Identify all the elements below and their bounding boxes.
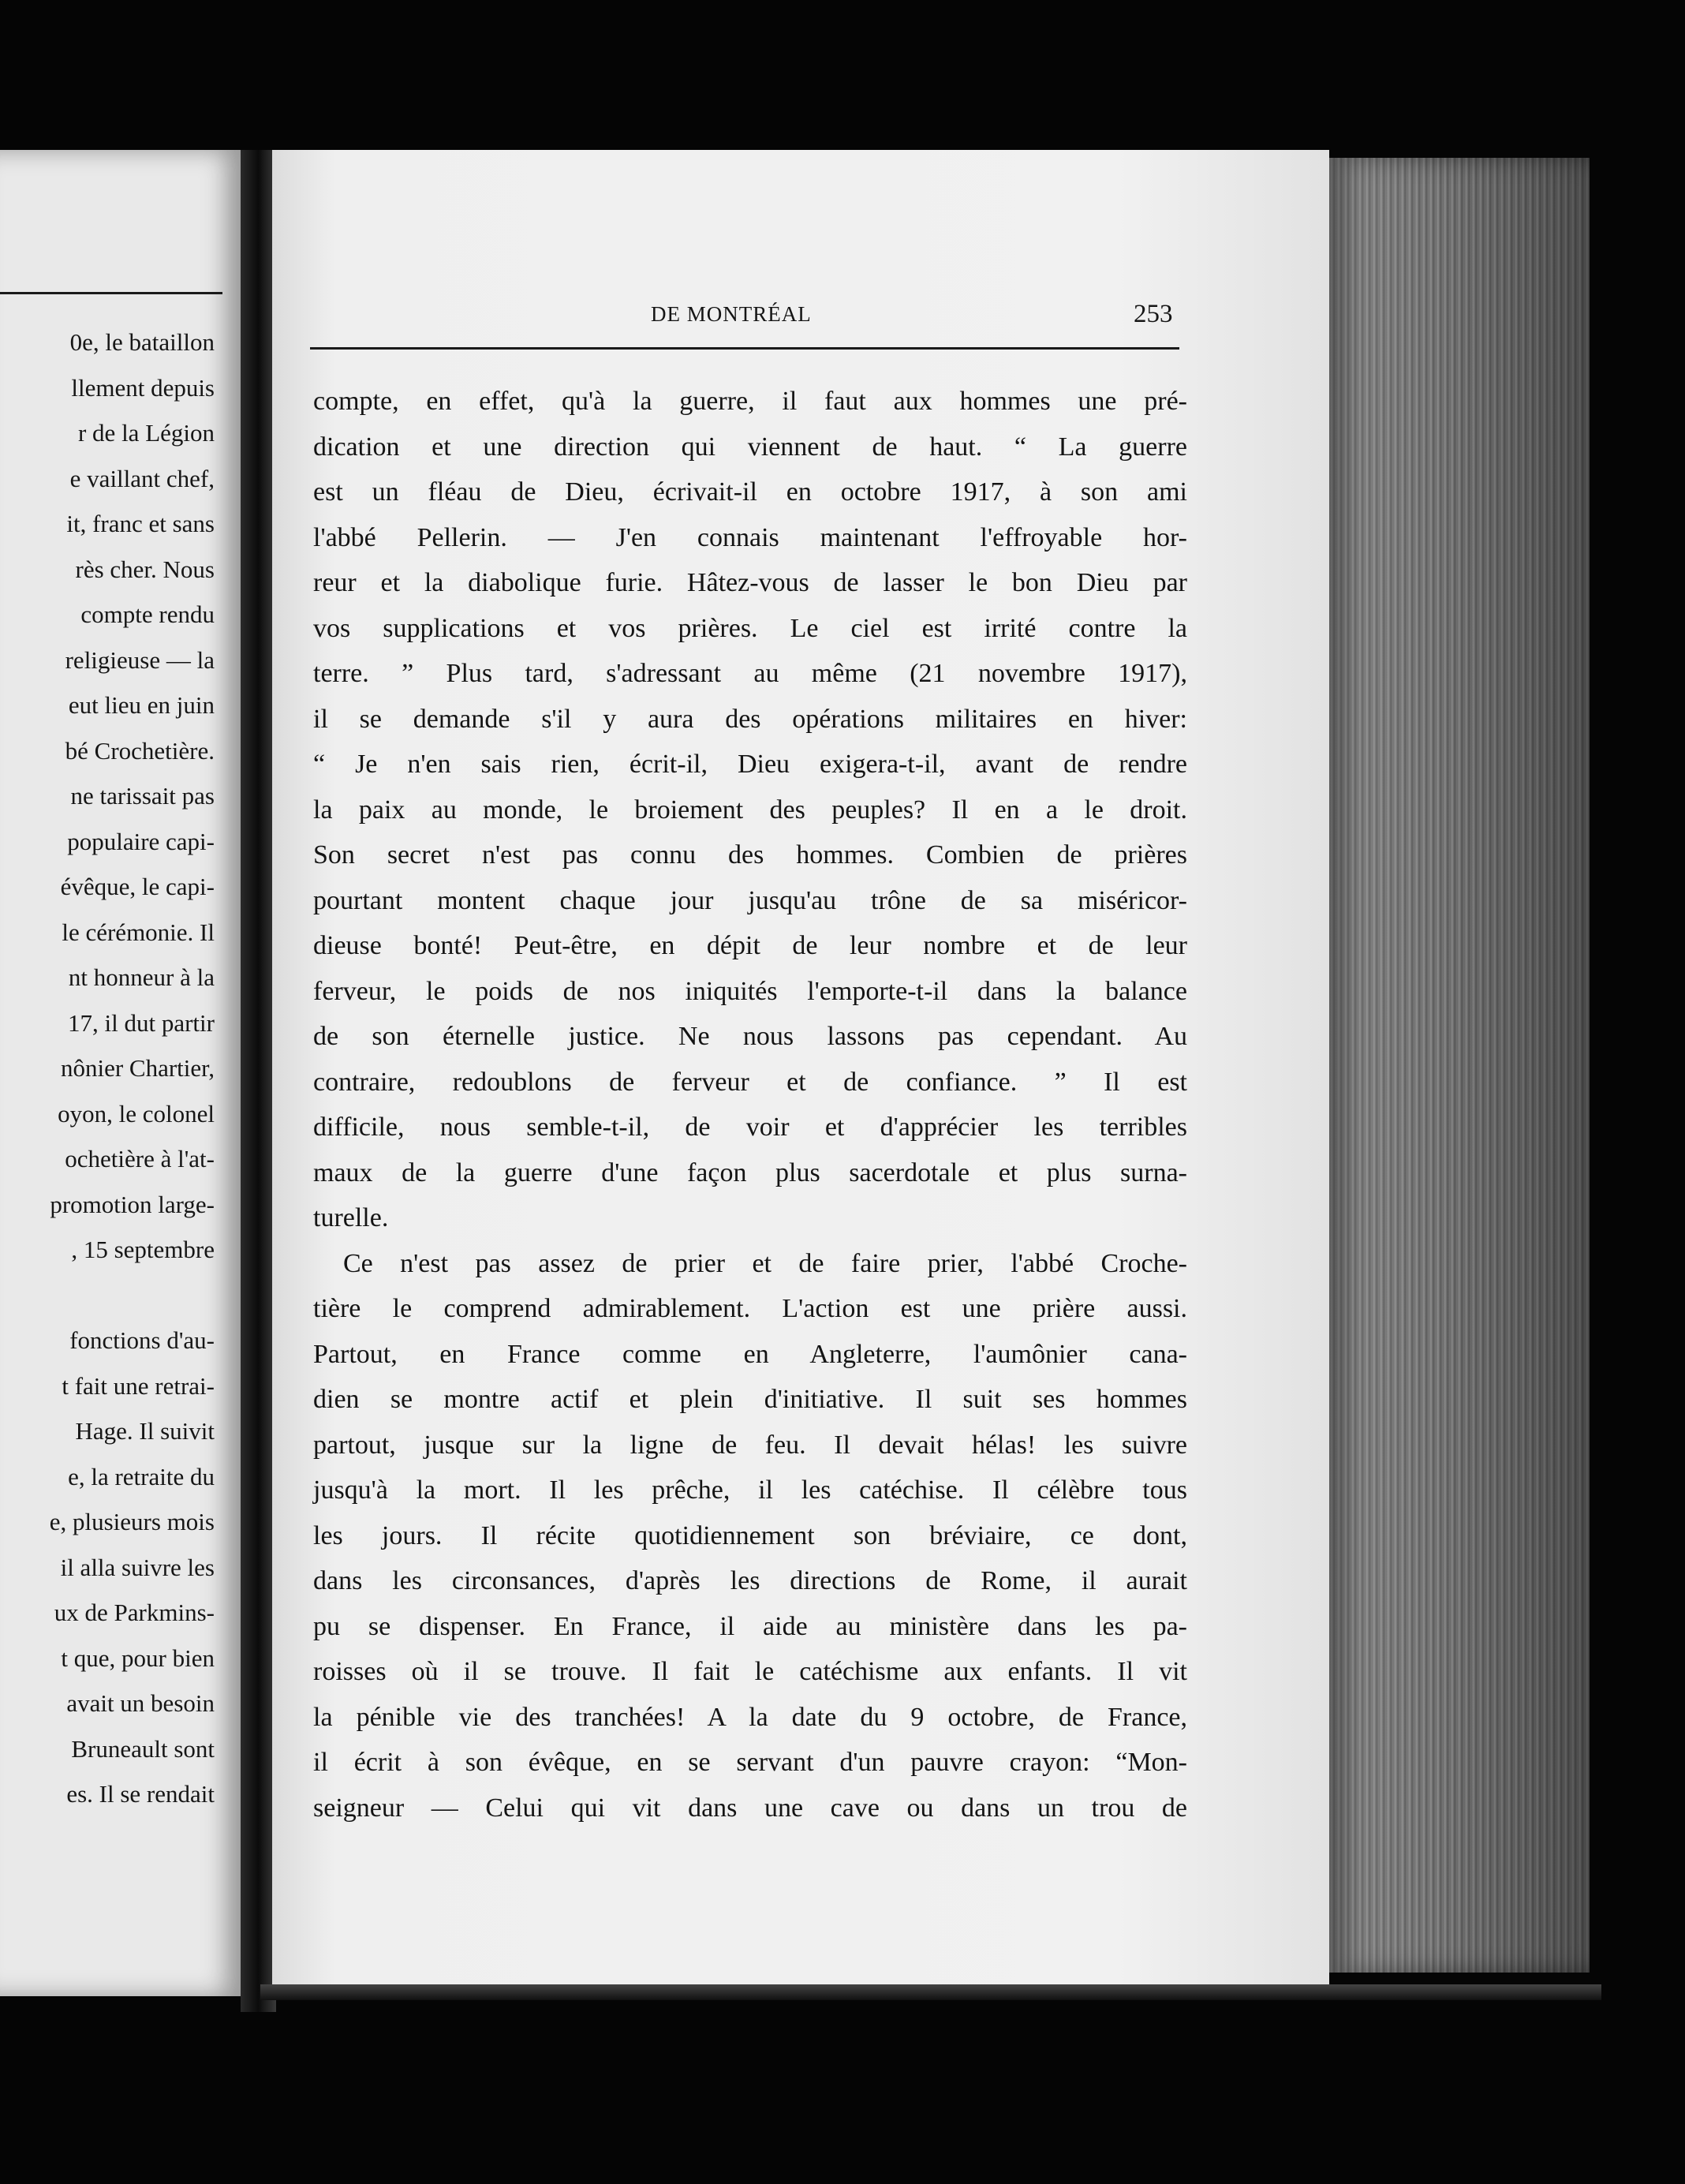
text-line: 0e, le bataillon — [69, 328, 215, 356]
text-line: r de la Légion — [77, 419, 215, 447]
text-line: terre. ” Plus tard, s'adressant au même (21 novembre 1917), — [313, 659, 1187, 688]
text-line: populaire capi- — [67, 827, 215, 855]
text-line: e vaillant chef, — [69, 464, 215, 492]
text-line: jusqu'à la mort. Il les prêche, il les catéchise. Il célèbre tous — [313, 1475, 1187, 1505]
text-line: seigneur — Celui qui vit dans une cave ou dans un trou de — [313, 1793, 1187, 1823]
text-line: llement depuis — [71, 373, 215, 402]
text-line: “ Je n'en sais rien, écrit-il, Dieu exigera-t-il, avant de rendre — [313, 750, 1187, 779]
text-line: la paix au monde, le broiement des peuples? Il en a le droit. — [313, 795, 1187, 825]
text-line: ferveur, le poids de nos iniquités l'emporte-t-il dans la balance — [313, 976, 1187, 1006]
text-line: compte, en effet, qu'à la guerre, il faut aux hommes une pré- — [313, 387, 1187, 416]
page-body-text — [313, 379, 1187, 1831]
text-line: partout, jusque sur la ligne de feu. Il devait hélas! les suivre — [313, 1430, 1187, 1460]
text-line: nt honneur à la — [68, 963, 215, 991]
text-line: compte rendu — [80, 600, 215, 628]
text-line: tière le comprend admirablement. L'action est une prière aussi. — [313, 1294, 1187, 1323]
current-page — [272, 150, 1329, 1988]
text-line: Bruneault sont — [71, 1734, 215, 1763]
text-line: évêque, le capi- — [60, 873, 215, 900]
text-line: est un fléau de Dieu, écrivait-il en octobre 1917, à son ami — [313, 477, 1187, 507]
text-line: fonctions d'au- — [69, 1326, 215, 1354]
text-line: it, franc et sans — [66, 510, 215, 537]
text-line: vos supplications et vos prières. Le ciel est irrité contre la — [313, 613, 1187, 643]
previous-page-text — [0, 320, 215, 1817]
text-line: 17, il dut partir — [68, 1008, 215, 1037]
text-line: la pénible vie des tranchées! A la date du 9 octobre, de France, — [313, 1702, 1187, 1732]
text-line: les jours. Il récite quotidiennement son bréviaire, ce dont, — [313, 1520, 1187, 1550]
text-line: nônier Chartier, — [60, 1054, 215, 1082]
text-line: de son éternelle justice. Ne nous lassons pas cependant. Au — [313, 1022, 1187, 1051]
text-line: reur et la diabolique furie. Hâtez-vous de lasser le bon Dieu par — [313, 568, 1187, 597]
previous-page — [0, 150, 241, 1996]
text-line: il se demande s'il y aura des opérations militaires en hiver: — [313, 704, 1187, 734]
text-line: dans les circonsances, d'après les directions de Rome, il aurait — [313, 1566, 1187, 1595]
text-line: dien se montre actif et plein d'initiative. Il suit ses hommes — [313, 1385, 1187, 1414]
book-gutter — [241, 150, 276, 2012]
text-line: t que, pour bien — [61, 1644, 215, 1672]
text-line: le cérémonie. Il — [62, 918, 215, 946]
running-head — [272, 298, 1329, 330]
text-line: maux de la guerre d'une façon plus sacerdotale et plus surna- — [313, 1157, 1187, 1187]
text-line: es. Il se rendait — [66, 1780, 215, 1808]
text-line: religieuse — la — [65, 645, 215, 674]
book-bottom-edge — [260, 1984, 1601, 2000]
page-edge-shadow — [1329, 158, 1590, 1973]
text-line: rès cher. Nous — [75, 555, 215, 583]
text-line: il écrit à son évêque, en se servant d'un pauvre crayon: “Mon- — [313, 1748, 1187, 1777]
text-line: oyon, le colonel — [58, 1099, 215, 1128]
text-line: promotion large- — [50, 1190, 215, 1218]
text-line: l'abbé Pellerin. — J'en connais maintenant l'effroyable hor- — [313, 522, 1187, 552]
text-line: e, plusieurs mois — [49, 1508, 215, 1535]
page-number: 253 — [1134, 300, 1173, 328]
text-line: ne tarissait pas — [70, 782, 215, 810]
text-line: Son secret n'est pas connu des hommes. Combien de prières — [313, 840, 1187, 869]
text-line: eut lieu en juin — [68, 691, 215, 719]
text-line: avait un besoin — [66, 1689, 215, 1717]
text-line: dieuse bonté! Peut-être, en dépit de leur nombre et de leur — [313, 931, 1187, 960]
text-line: ux de Parkmins- — [54, 1599, 215, 1626]
text-line: pu se dispenser. En France, il aide au ministère dans les pa- — [313, 1611, 1187, 1641]
text-line: Hage. Il suivit — [75, 1417, 215, 1445]
text-line: e, la retraite du — [68, 1462, 215, 1490]
text-line: ochetière à l'at- — [65, 1145, 215, 1172]
text-line: Partout, en France comme en Angleterre, l'aumônier cana- — [313, 1339, 1187, 1369]
text-line: difficile, nous semble-t-il, de voir et d'apprécier les terribles — [313, 1113, 1187, 1142]
text-line: t fait une retrai- — [62, 1371, 215, 1400]
text-line: bé Crochetière. — [65, 736, 215, 765]
text-line: dication et une direction qui viennent de haut. “ La guerre — [313, 432, 1187, 462]
paragraph-end-line: turelle. — [313, 1203, 389, 1232]
running-title: DE MONTRÉAL — [651, 302, 812, 326]
text-line: roisses où il se trouve. Il fait le catéchisme aux enfants. Il vit — [313, 1657, 1187, 1686]
text-line: il alla suivre les — [60, 1553, 215, 1581]
text-line — [0, 1273, 215, 1318]
text-line: pourtant montent chaque jour jusqu'au trône de sa miséricor- — [313, 885, 1187, 915]
paragraph-start-line: Ce n'est pas assez de prier et de faire prier, l'abbé Croche- — [343, 1248, 1187, 1278]
text-line: contraire, redoublons de ferveur et de confiance. ” Il est — [313, 1067, 1187, 1097]
previous-page-header-rule — [0, 292, 222, 294]
header-rule — [310, 347, 1179, 350]
text-line: , 15 septembre — [71, 1236, 215, 1263]
